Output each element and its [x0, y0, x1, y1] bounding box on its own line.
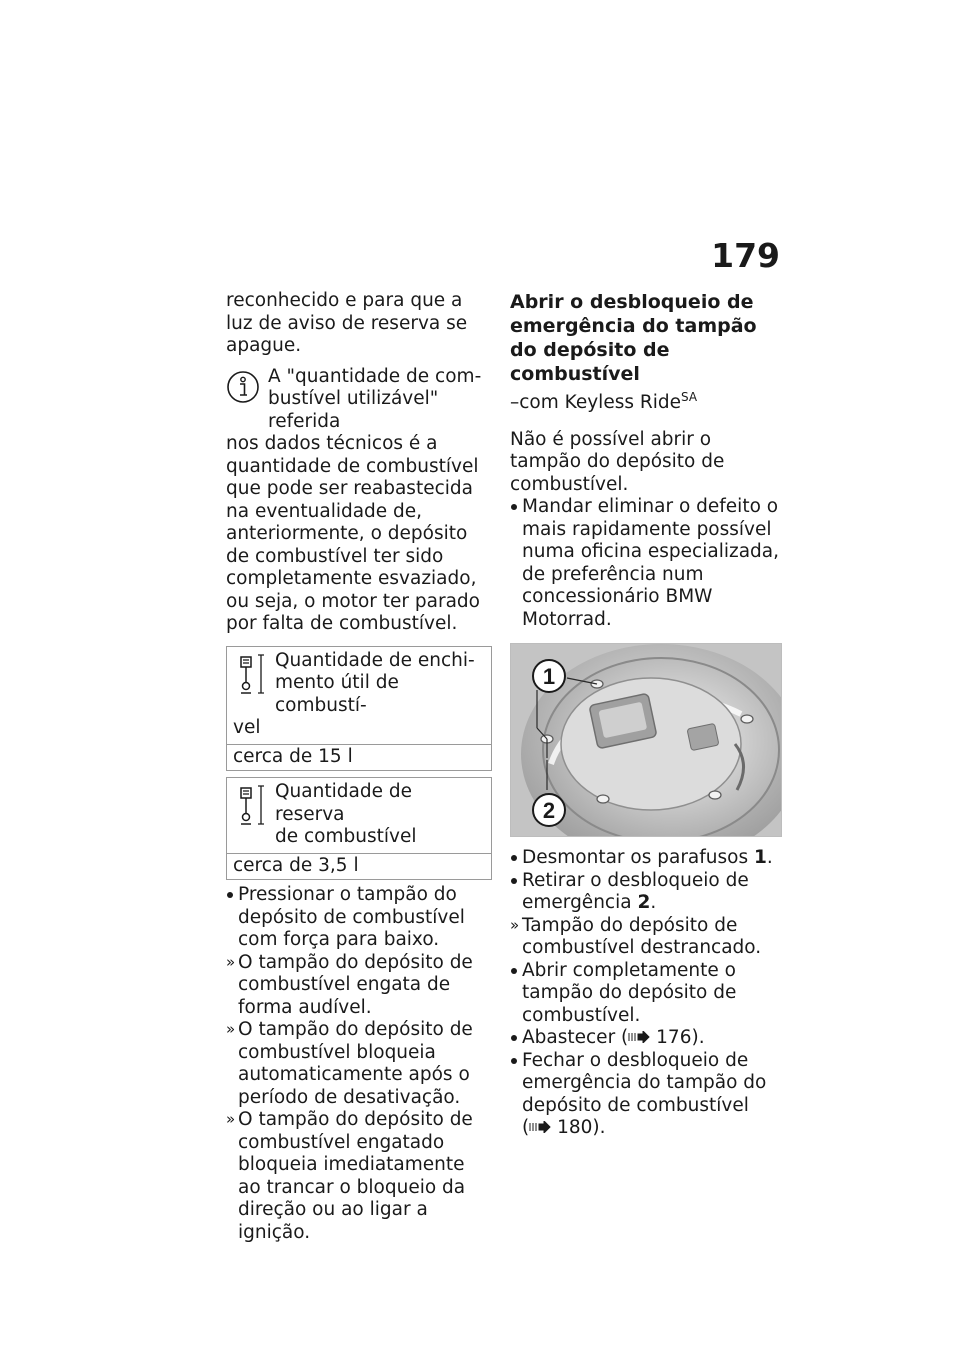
list-item-text: Tampão do depósito de combustível destrancado. — [522, 914, 762, 958]
list-item-text: O tampão do depósito de combustível engata de forma audível. — [238, 951, 473, 1018]
spec-header — [227, 778, 491, 853]
left-steps-list — [226, 884, 492, 1244]
list-item-text: Abrir completamente o tampão do depósito de combustível. — [522, 959, 737, 1026]
left-column — [226, 290, 492, 1244]
reference-open: ( — [522, 1117, 530, 1138]
list-item-text: Desmontar os parafusos — [522, 847, 754, 868]
list-item-end: . — [650, 892, 657, 913]
right-steps-list — [510, 847, 782, 1140]
fuel-cap-illustration — [510, 643, 782, 837]
spec-label-line-1: Quantidade de enchi- — [275, 649, 475, 671]
note-line-2: bustível utilizável" referida — [268, 388, 439, 432]
page-reference-arrow-icon — [628, 1031, 650, 1043]
right-intro: Não é possível abrir o tampão do depósito de combustível. — [510, 428, 725, 495]
list-item — [510, 1050, 782, 1140]
spec-label-line-2: de combustível — [275, 826, 417, 847]
spec-box-usable-fuel — [226, 646, 492, 772]
callout-1: 1 — [542, 664, 556, 689]
fuel-pump-icon — [237, 653, 267, 699]
list-item-text: Pressionar o tampão do depósito de combustível com força para baixo. — [238, 884, 465, 950]
info-icon — [226, 370, 260, 404]
right-bullet-list — [510, 496, 782, 631]
note-text: nos dados técnicos é a quantidade de combustível que pode ser reabastecida na eventualidade de, anteriormente, o depósito de combustível ter sido completamente esvaziado, ou seja, o motor ter parado por falta de combustível. — [226, 433, 480, 634]
page-reference[interactable]: 176). — [650, 1027, 705, 1048]
spec-label-line-3: vel — [233, 717, 261, 738]
list-item — [510, 847, 782, 870]
list-item-text: Retirar o desbloqueio de emergência — [522, 869, 749, 913]
spec-label-line-1: Quantidade de reserva — [275, 781, 412, 825]
section-heading: Abrir o desbloqueio de emergência do tampão do depósito de combustível — [510, 291, 757, 385]
list-item — [226, 884, 492, 952]
callout-2: 2 — [542, 798, 556, 823]
subtitle-superscript: SA — [680, 390, 698, 404]
list-item — [510, 496, 782, 631]
list-item — [510, 960, 782, 1028]
fuel-pump-icon — [237, 784, 267, 830]
spec-label-line-2: mento útil de combustí- — [275, 672, 399, 716]
list-item-text: Abastecer ( — [522, 1027, 629, 1048]
list-item — [510, 870, 782, 915]
reference-number: 2 — [637, 892, 651, 913]
list-item-text: Mandar eliminar o defeito o mais rapidamente possível numa oficina especializada, de preferência num concessionário BMW Motorrad. — [522, 496, 779, 630]
list-item — [226, 1109, 492, 1244]
spec-value: cerca de 15 l — [227, 744, 491, 771]
list-item — [510, 915, 782, 960]
subtitle-text: –com Keyless Ride — [510, 392, 681, 413]
page-reference[interactable]: 180). — [551, 1117, 606, 1138]
list-item — [226, 1019, 492, 1109]
spec-header — [227, 647, 491, 744]
spec-value: cerca de 3,5 l — [227, 853, 491, 880]
intro-paragraph: reconhecido e para que a luz de aviso de reserva se apague. — [226, 290, 468, 356]
page-reference-arrow-icon — [529, 1121, 551, 1133]
reference-number: 1 — [753, 847, 767, 868]
list-item — [226, 952, 492, 1020]
list-item-text: O tampão do depósito de combustível bloqueia automaticamente após o período de desativação. — [238, 1019, 473, 1108]
right-column — [510, 290, 782, 1140]
list-item-end: . — [766, 847, 773, 868]
list-item-text: O tampão do depósito de combustível engatado bloqueia imediatamente ao trancar o bloqueio da direção ou ao ligar a ignição. — [238, 1109, 473, 1243]
spec-box-reserve-fuel — [226, 777, 492, 880]
note-line-1: A "quantidade de com- — [268, 365, 482, 387]
note-block — [226, 366, 492, 636]
section-subtitle — [510, 386, 782, 415]
list-item-text: Fechar o desbloqueio de emergência do tampão do depósito de combustível — [522, 1049, 767, 1116]
list-item — [510, 1027, 782, 1050]
page-number: 179 — [711, 236, 780, 275]
fuel-cap-drawing — [511, 644, 781, 836]
